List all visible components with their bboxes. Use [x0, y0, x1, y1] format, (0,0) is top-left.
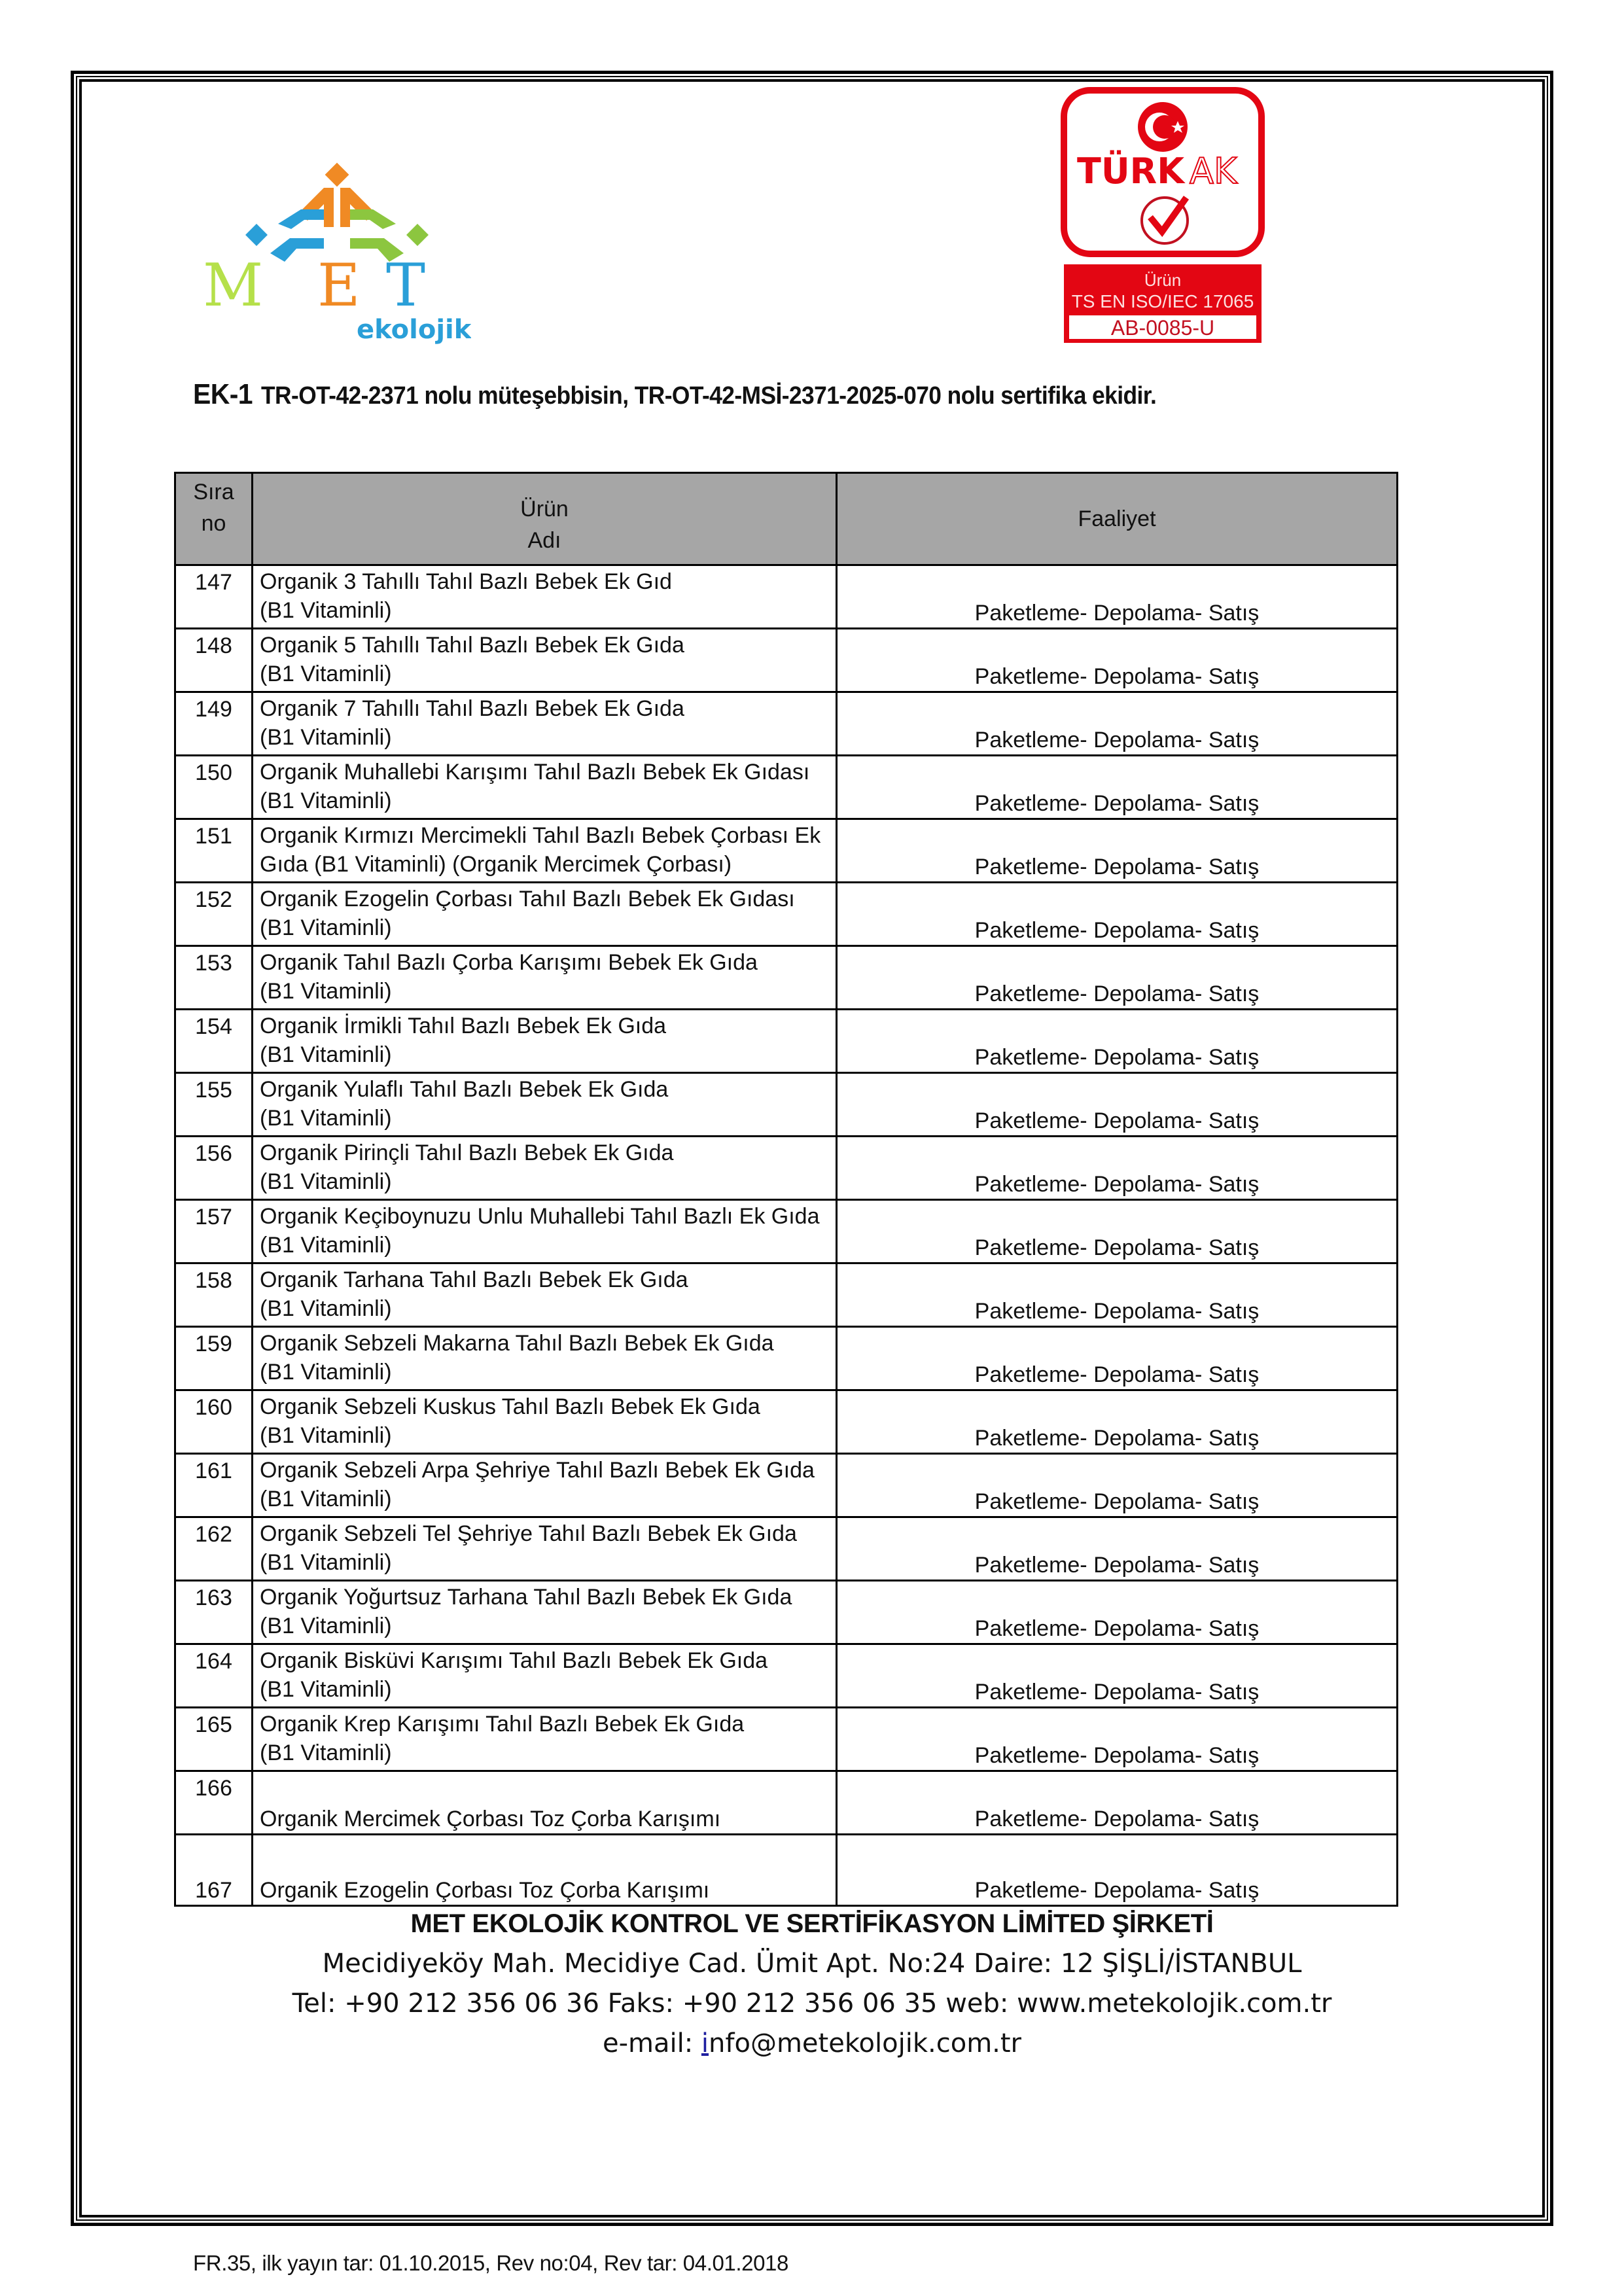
product-name-line1: Organik Sebzeli Arpa Şehriye Tahıl Bazlı Bebek Ek Gıda	[260, 1458, 815, 1483]
logo-letter-m: M	[203, 251, 264, 320]
table-row	[175, 1263, 1398, 1327]
product-name-line2: (B1 Vitaminli)	[260, 1169, 392, 1194]
product-activity: Paketleme- Depolama- Satış	[837, 1263, 1398, 1327]
turkak-brand-bold: TÜRK	[1077, 150, 1185, 192]
row-number: 157	[175, 1200, 253, 1263]
product-name	[253, 946, 837, 1010]
certificate-annex-title	[193, 378, 1156, 411]
table-header-row	[175, 473, 1398, 565]
product-name	[253, 1073, 837, 1137]
product-name	[253, 819, 837, 883]
product-activity: Paketleme- Depolama- Satış	[837, 565, 1398, 629]
table-row	[175, 883, 1398, 946]
product-name	[253, 1263, 837, 1327]
row-number: 160	[175, 1390, 253, 1454]
header-sira-no	[175, 473, 253, 565]
row-number: 153	[175, 946, 253, 1010]
product-name	[253, 629, 837, 692]
header-faaliyet: Faaliyet	[837, 473, 1398, 565]
company-email	[0, 2028, 1624, 2058]
company-contact: Tel: +90 212 356 06 36 Faks: +90 212 356 06 35 web: www.metekolojik.com.tr	[292, 1988, 1332, 2019]
table-row	[175, 1517, 1398, 1581]
product-name-line1: Organik İrmikli Tahıl Bazlı Bebek Ek Gıda	[260, 1014, 667, 1038]
product-name-line2: (B1 Vitaminli)	[260, 1042, 392, 1067]
product-name	[253, 565, 837, 629]
product-name-line1: Organik Pirinçli Tahıl Bazlı Bebek Ek Gıda	[260, 1140, 674, 1165]
row-number: 162	[175, 1517, 253, 1581]
table-row	[175, 1644, 1398, 1708]
product-name-line1: Organik Tarhana Tahıl Bazlı Bebek Ek Gıda	[260, 1267, 688, 1292]
row-number: 155	[175, 1073, 253, 1137]
product-name-line2: Gıda (B1 Vitaminli) (Organik Mercimek Çorbası)	[260, 852, 732, 877]
logo-letter-e: E	[317, 251, 361, 320]
product-activity: Paketleme- Depolama- Satış	[837, 1835, 1398, 1906]
row-number: 147	[175, 565, 253, 629]
product-name-line2: (B1 Vitaminli)	[260, 1614, 392, 1638]
product-name-line2: (B1 Vitaminli)	[260, 1487, 392, 1511]
document-reference: FR.35, ilk yayın tar: 01.10.2015, Rev no:04, Rev tar: 04.01.2018	[193, 2251, 788, 2275]
product-name-line2: (B1 Vitaminli)	[260, 1740, 392, 1765]
product-activity: Paketleme- Depolama- Satış	[837, 1010, 1398, 1073]
turkak-brand-outline: AK	[1190, 150, 1237, 192]
row-number: 150	[175, 756, 253, 819]
row-number: 164	[175, 1644, 253, 1708]
row-number: 163	[175, 1581, 253, 1644]
table-row	[175, 756, 1398, 819]
table-row	[175, 1327, 1398, 1390]
product-activity: Paketleme- Depolama- Satış	[837, 1517, 1398, 1581]
product-name-line1: Organik Tahıl Bazlı Çorba Karışımı Bebek Ek Gıda	[260, 950, 758, 975]
turkak-logo-graphic	[1059, 86, 1267, 347]
product-name-line2: (B1 Vitaminli)	[260, 788, 392, 813]
product-name-line1: Organik Muhallebi Karışımı Tahıl Bazlı Bebek Ek Gıdası	[260, 760, 810, 785]
turkak-code: AB-0085-U	[1110, 316, 1215, 340]
product-name-line1: Organik Sebzeli Kuskus Tahıl Bazlı Bebek Ek Gıda	[260, 1394, 760, 1419]
product-name-line2: (B1 Vitaminli)	[260, 662, 392, 686]
logo-letter-t: T	[386, 251, 426, 320]
met-logo-graphic	[193, 152, 471, 345]
product-name	[253, 1390, 837, 1454]
product-name	[253, 1708, 837, 1771]
annex-label: EK-1	[193, 378, 253, 410]
table-row	[175, 946, 1398, 1010]
product-activity: Paketleme- Depolama- Satış	[837, 1581, 1398, 1644]
product-name-line1: Organik Keçiboynuzu Unlu Muhallebi Tahıl Bazlı Ek Gıda	[260, 1204, 820, 1229]
product-name-line1: Organik Bisküvi Karışımı Tahıl Bazlı Bebek Ek Gıda	[260, 1648, 768, 1673]
product-name	[253, 883, 837, 946]
header-urun-adi	[253, 473, 837, 565]
row-number: 167	[175, 1835, 253, 1906]
product-activity: Paketleme- Depolama- Satış	[837, 1390, 1398, 1454]
product-activity: Paketleme- Depolama- Satış	[837, 883, 1398, 946]
table-row	[175, 1771, 1398, 1835]
product-activity: Paketleme- Depolama- Satış	[837, 756, 1398, 819]
company-name: MET EKOLOJİK KONTROL VE SERTİFİKASYON LİMİTED ŞİRKETİ	[410, 1909, 1214, 1938]
logo-subtitle: ekolojik	[357, 315, 471, 345]
product-activity: Paketleme- Depolama- Satış	[837, 629, 1398, 692]
product-name-line1: Organik Sebzeli Makarna Tahıl Bazlı Bebek Ek Gıda	[260, 1331, 774, 1356]
table-row	[175, 1200, 1398, 1263]
product-name-line2: (B1 Vitaminli)	[260, 915, 392, 940]
product-activity: Paketleme- Depolama- Satış	[837, 946, 1398, 1010]
product-name-line1: Organik Sebzeli Tel Şehriye Tahıl Bazlı Bebek Ek Gıda	[260, 1521, 797, 1546]
row-number: 156	[175, 1137, 253, 1200]
turkak-line1: Ürün	[1144, 270, 1182, 290]
row-number: 154	[175, 1010, 253, 1073]
product-name-line1: Organik 7 Tahıllı Tahıl Bazlı Bebek Ek Gıda	[260, 696, 684, 721]
product-activity: Paketleme- Depolama- Satış	[837, 1454, 1398, 1517]
product-name	[253, 756, 837, 819]
product-name-line2: (B1 Vitaminli)	[260, 1423, 392, 1448]
row-number: 158	[175, 1263, 253, 1327]
product-name	[253, 1771, 837, 1835]
product-name-line1: Organik 3 Tahıllı Tahıl Bazlı Bebek Ek Gıd	[260, 569, 672, 594]
product-name-line2: (B1 Vitaminli)	[260, 1360, 392, 1385]
row-number: 149	[175, 692, 253, 756]
product-name	[253, 1137, 837, 1200]
product-name-line1: Organik Kırmızı Mercimekli Tahıl Bazlı Bebek Çorbası Ek	[260, 823, 821, 848]
header-adi: Adı	[527, 528, 561, 553]
product-activity: Paketleme- Depolama- Satış	[837, 1708, 1398, 1771]
row-number: 165	[175, 1708, 253, 1771]
product-name	[253, 1327, 837, 1390]
product-activity: Paketleme- Depolama- Satış	[837, 1327, 1398, 1390]
row-number: 148	[175, 629, 253, 692]
header-urun: Ürün	[520, 497, 569, 521]
product-activity: Paketleme- Depolama- Satış	[837, 1137, 1398, 1200]
table-row	[175, 692, 1398, 756]
table-row	[175, 1581, 1398, 1644]
product-name	[253, 1454, 837, 1517]
header-sira: Sıra	[193, 480, 234, 504]
product-name-line2: Organik Mercimek Çorbası Toz Çorba Karışımı	[260, 1807, 721, 1831]
product-name-line2: Organik Ezogelin Çorbası Toz Çorba Karışımı	[260, 1878, 710, 1903]
table-row	[175, 819, 1398, 883]
product-name	[253, 1517, 837, 1581]
product-name	[253, 1010, 837, 1073]
product-name-line2: (B1 Vitaminli)	[260, 1106, 392, 1131]
product-activity: Paketleme- Depolama- Satış	[837, 1073, 1398, 1137]
product-name	[253, 1200, 837, 1263]
turkak-accreditation-logo	[1059, 86, 1267, 347]
table-row	[175, 1137, 1398, 1200]
product-name-line1: Organik Krep Karışımı Tahıl Bazlı Bebek Ek Gıda	[260, 1712, 745, 1737]
product-name-line2: (B1 Vitaminli)	[260, 1677, 392, 1702]
table-row	[175, 1835, 1398, 1906]
product-name	[253, 1644, 837, 1708]
email-address[interactable]: nfo@metekolojik.com.tr	[709, 2028, 1021, 2058]
product-name	[253, 1835, 837, 1906]
table-row	[175, 629, 1398, 692]
product-name-line1: Organik Ezogelin Çorbası Tahıl Bazlı Bebek Ek Gıdası	[260, 887, 795, 911]
header-no: no	[201, 511, 226, 536]
product-name-line2: (B1 Vitaminli)	[260, 1296, 392, 1321]
product-name-line1: Organik 5 Tahıllı Tahıl Bazlı Bebek Ek Gıda	[260, 633, 684, 658]
row-number: 166	[175, 1771, 253, 1835]
annex-description: TR-OT-42-2371 nolu müteşebbisin, TR-OT-42-MSİ-2371-2025-070 nolu sertifika ekidir.	[261, 382, 1157, 410]
table-row	[175, 1010, 1398, 1073]
product-activity: Paketleme- Depolama- Satış	[837, 692, 1398, 756]
product-name-line2: (B1 Vitaminli)	[260, 1233, 392, 1258]
product-activity: Paketleme- Depolama- Satış	[837, 1200, 1398, 1263]
met-ekolojik-logo	[193, 152, 471, 345]
turkak-line2: TS EN ISO/IEC 17065	[1071, 291, 1254, 311]
row-number: 152	[175, 883, 253, 946]
product-activity: Paketleme- Depolama- Satış	[837, 819, 1398, 883]
table-row	[175, 1708, 1398, 1771]
table-row	[175, 1390, 1398, 1454]
table-row	[175, 1454, 1398, 1517]
row-number: 161	[175, 1454, 253, 1517]
product-name-line2: (B1 Vitaminli)	[260, 725, 392, 750]
product-name-line1: Organik Yoğurtsuz Tarhana Tahıl Bazlı Bebek Ek Gıda	[260, 1585, 792, 1610]
product-name-line2: (B1 Vitaminli)	[260, 598, 392, 623]
product-activity: Paketleme- Depolama- Satış	[837, 1644, 1398, 1708]
products-table	[174, 472, 1398, 1907]
product-activity: Paketleme- Depolama- Satış	[837, 1771, 1398, 1835]
company-address: Mecidiyeköy Mah. Mecidiye Cad. Ümit Apt. No:24 Daire: 12 ŞİŞLİ/İSTANBUL	[322, 1949, 1302, 1979]
product-name	[253, 692, 837, 756]
table-row	[175, 565, 1398, 629]
email-label: e-mail:	[602, 2028, 701, 2058]
email-link[interactable]: i	[701, 2028, 709, 2058]
table-row	[175, 1073, 1398, 1137]
row-number: 151	[175, 819, 253, 883]
product-name-line2: (B1 Vitaminli)	[260, 1550, 392, 1575]
product-name-line2: (B1 Vitaminli)	[260, 979, 392, 1004]
product-name	[253, 1581, 837, 1644]
row-number: 159	[175, 1327, 253, 1390]
product-name-line1: Organik Yulaflı Tahıl Bazlı Bebek Ek Gıda	[260, 1077, 669, 1102]
